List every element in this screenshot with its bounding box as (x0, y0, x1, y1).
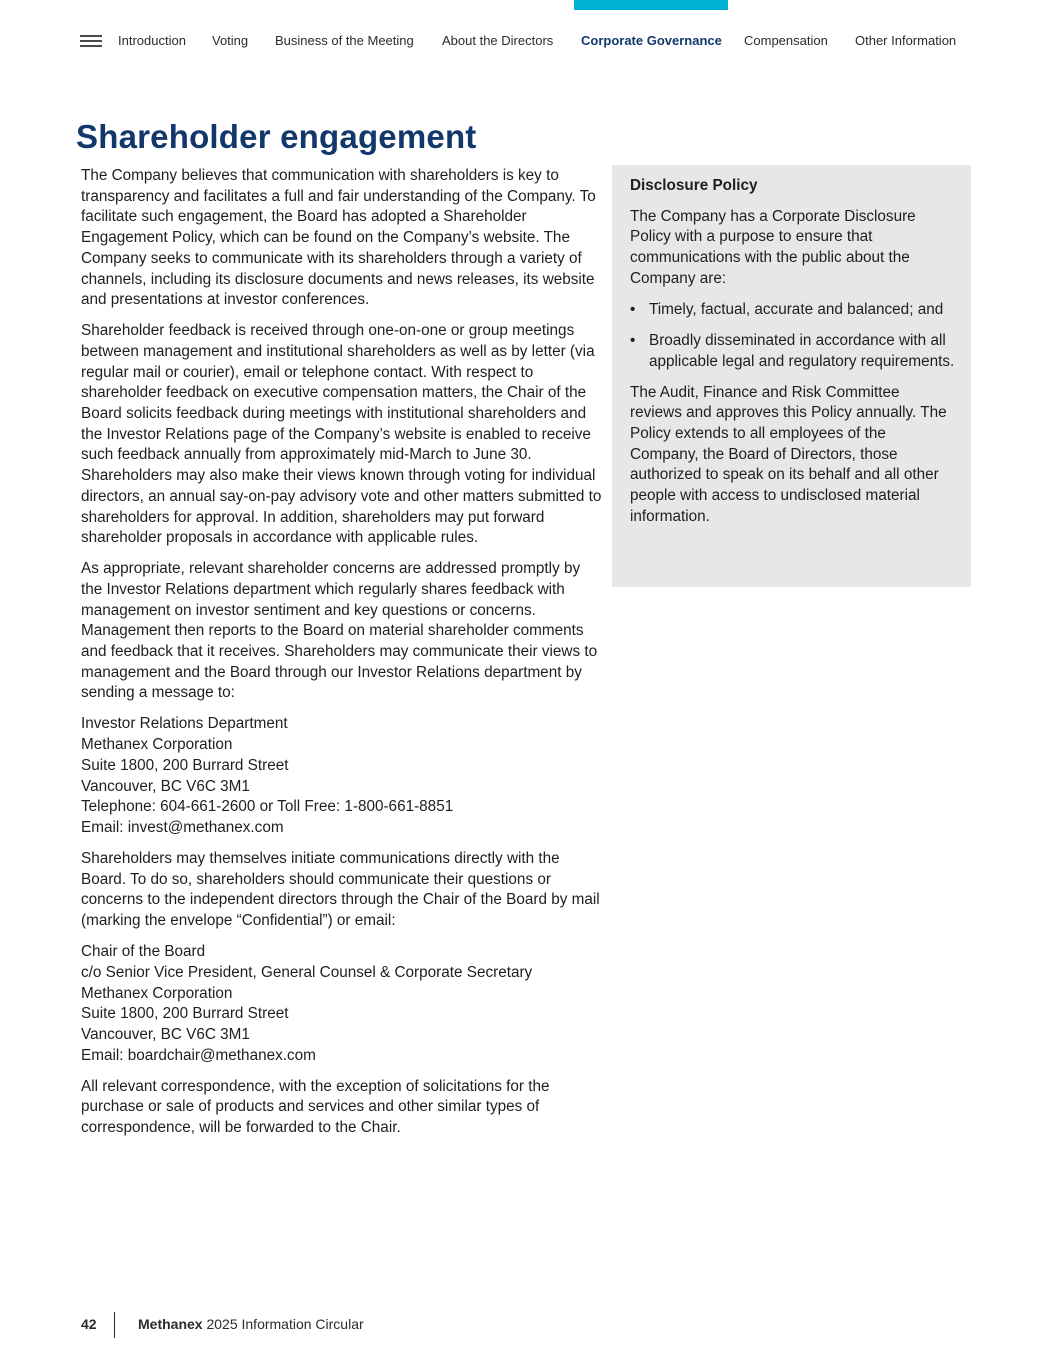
menu-icon[interactable] (80, 35, 102, 49)
nav-item-about-the-directors[interactable]: About the Directors (442, 33, 554, 48)
sidebar-closing: The Audit, Finance and Risk Committee reviews and approves this Policy annually. The Policy extends to all employees of the Company, the Board of Directors, those authorized to speak on its behalf and all other people with access to undisclosed material information. (630, 383, 947, 525)
footer-divider (114, 1312, 115, 1338)
address-line: Vancouver, BC V6C 3M1 (81, 777, 250, 795)
nav-item-voting[interactable]: Voting (212, 33, 249, 48)
address-line: c/o Senior Vice President, General Counsel & Corporate Secretary (81, 963, 533, 981)
address-line: Methanex Corporation (81, 984, 233, 1002)
disclosure-policy-box (612, 165, 971, 587)
page-title: Shareholder engagement (76, 118, 477, 155)
paragraph-correspondence: All relevant correspondence, with the exception of solicitations for the purchase or sale of products and services and other similar types of correspondence, will be forwarded to the Chair. (81, 1077, 550, 1137)
address-line: Methanex Corporation (81, 736, 233, 754)
top-navigation (80, 33, 968, 51)
chair-address (81, 942, 603, 1066)
sidebar-title: Disclosure Policy (630, 177, 758, 194)
address-email: Email: invest@methanex.com (81, 818, 284, 836)
page-number: 42 (81, 1316, 97, 1332)
company-name: Methanex (138, 1316, 203, 1332)
address-line: Vancouver, BC V6C 3M1 (81, 1025, 250, 1043)
nav-item-corporate-governance[interactable]: Corporate Governance (581, 33, 722, 48)
nav-item-business-of-the-meeting[interactable]: Business of the Meeting (275, 33, 414, 48)
list-item: • Timely, factual, accurate and balanced; and (630, 300, 955, 321)
nav-item-compensation[interactable]: Compensation (744, 33, 828, 48)
address-line: Chair of the Board (81, 943, 206, 961)
address-line: Suite 1800, 200 Burrard Street (81, 756, 289, 774)
sidebar-intro: The Company has a Corporate Disclosure Policy with a purpose to ensure that communications with the public about the Company are: (630, 207, 916, 287)
nav-item-other-information[interactable]: Other Information (855, 33, 957, 48)
list-item: • Broadly disseminated in accordance with all applicable legal and regulatory requirements. (630, 331, 955, 372)
investor-relations-address (81, 714, 603, 838)
address-email: Email: boardchair@methanex.com (81, 1046, 316, 1064)
paragraph-direct-communication: Shareholders may themselves initiate communications directly with the Board. To do so, shareholders should communicate their questions or concerns to the independent directors through the Chair of the Board by mail (marking the envelope “Confidential”) or email: (81, 849, 600, 930)
address-line: Suite 1800, 200 Burrard Street (81, 1005, 289, 1023)
address-phone: Telephone: 604-661-2600 or Toll Free: 1-800-661-8851 (81, 798, 454, 816)
publication-title (138, 1316, 364, 1332)
paragraph-concerns: As appropriate, relevant shareholder concerns are addressed promptly by the Investor Relations department which regularly shares feedback with management on investor sentiment and key questions or concerns. Management then reports to the Board on material shareholder comments and feedback that it receives. Shareholders may communicate their views to management and the Board through our Investor Relations department by sending a message to: (81, 560, 598, 702)
publication-name: 2025 Information Circular (202, 1316, 364, 1332)
paragraph-communication: The Company believes that communication with shareholders is key to transparency and facilitates a full and fair understanding of the Company. To facilitate such engagement, the Board has adopted a Shareholder Engagement Policy, which can be found on the Company’s website. The Company seeks to communicate with its shareholders through a variety of channels, including its disclosure documents and news releases, its website and presentations at investor conferences. (81, 167, 596, 309)
main-content (81, 166, 603, 1149)
active-section-indicator (574, 0, 728, 10)
paragraph-feedback: Shareholder feedback is received through one-on-one or group meetings between management and institutional shareholders as well as by letter (via regular mail or courier), email or telephone contact. With respect to shareholder feedback on executive compensation matters, the Chair of the Board solicits feedback during meetings with institutional shareholders and the Investor Relations page of the Company’s website is enabled to receive such feedback annually from approximately mid-March to June 30. Shareholders may also make their views known through voting for individual directors, an annual say-on-pay advisory vote and other matters submitted to shareholders for approval. In addition, shareholders may put forward shareholder proposals in accordance with applicable rules. (81, 322, 602, 547)
sidebar-bullet-list (630, 300, 955, 372)
address-line: Investor Relations Department (81, 715, 288, 733)
nav-item-introduction[interactable]: Introduction (118, 33, 186, 48)
